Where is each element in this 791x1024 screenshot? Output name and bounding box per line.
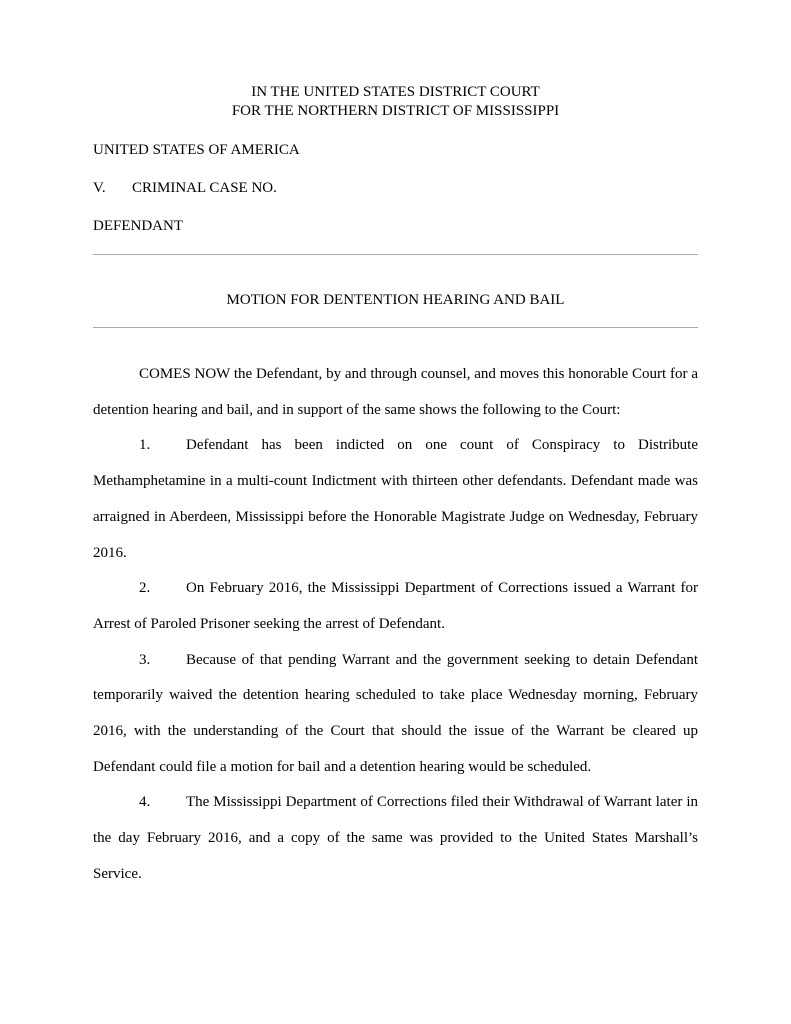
case-number-line (93, 179, 277, 198)
motion-body (93, 357, 698, 893)
paragraph-text: Defendant has been indicted on one count of Conspiracy to Distribute Methamphetamine in a multi-count Indictment with thirteen other defendants. Defendant made was arraigned in Aberdeen, Mississippi before the Honorable Magistrate Judge on Wednesday, February 2016. (93, 437, 698, 561)
paragraph-number: 4. (139, 794, 151, 811)
caption-divider-bottom (93, 327, 698, 328)
numbered-paragraph-1 (93, 428, 698, 571)
versus-marker: V. (93, 180, 106, 196)
paragraph-number: 2. (139, 580, 151, 597)
caption-divider-top (93, 254, 698, 255)
paragraph-text: On February 2016, the Mississippi Department of Corrections issued a Warrant for Arrest of Paroled Prisoner seeking the arrest of Defendant. (93, 580, 698, 632)
numbered-paragraph-4 (93, 785, 698, 892)
court-name-line-2: FOR THE NORTHERN DISTRICT OF MISSISSIPPI (231, 103, 560, 119)
numbered-paragraph-3 (93, 643, 698, 786)
paragraph-number: 1. (139, 437, 151, 454)
defendant-label: DEFENDANT (93, 218, 183, 234)
paragraph-text: The Mississippi Department of Corrections filed their Withdrawal of Warrant later in the day February 2016, and a copy of the same was provided to the United States Marshall’s Service. (93, 794, 698, 882)
numbered-paragraph-2 (93, 571, 698, 642)
paragraph-text: Because of that pending Warrant and the government seeking to detain Defendant temporarily waived the detention hearing scheduled to take place Wednesday morning, February 2016, with the understanding of the Court that should the issue of the Warrant be cleared up Defendant could file a motion for bail and a detention hearing would be scheduled. (93, 651, 698, 775)
case-number-label: CRIMINAL CASE NO. (132, 180, 277, 196)
motion-title: MOTION FOR DENTENTION HEARING AND BAIL (226, 292, 565, 308)
court-name-line-1: IN THE UNITED STATES DISTRICT COURT (251, 84, 540, 100)
plaintiff-name: UNITED STATES OF AMERICA (93, 142, 300, 158)
paragraph-number: 3. (139, 651, 151, 668)
intro-paragraph: COMES NOW the Defendant, by and through counsel, and moves this honorable Court for a detention hearing and bail, and in support of the same shows the following to the Court: (93, 366, 698, 418)
